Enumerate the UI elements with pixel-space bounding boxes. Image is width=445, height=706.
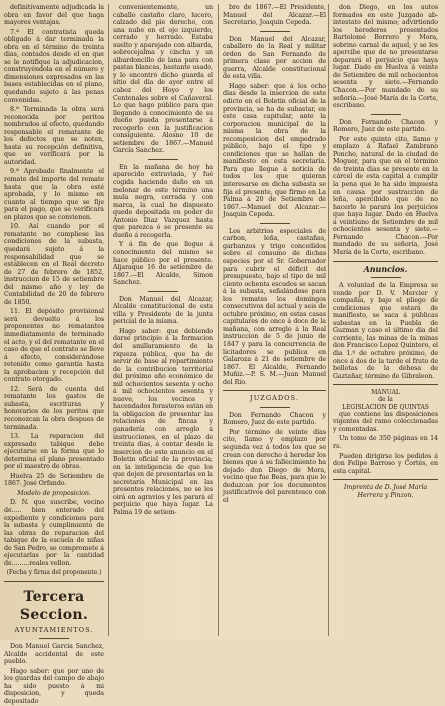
section-divider — [4, 581, 104, 582]
section-title: Tercera Seccion. — [19, 588, 89, 623]
short-divider — [371, 277, 401, 278]
small-caption: (Fecha y firma del proponente.) — [6, 569, 102, 577]
column-3 — [223, 4, 326, 636]
short-divider — [148, 159, 178, 160]
section-subtitle: JUZGADOS. — [250, 394, 299, 403]
paragraph: Por término de veinte dias cito, llamo y emplazo por segunda vez á todos los que se crean con derecho á heredar los bienes que á su fallecimiento ha dejado don Diego de Mora, vecino que fue Beas, para que lo deduzcan por los documentos justificativos del parentesco con el — [223, 428, 326, 504]
paragraph: 13. La reparacion del expresado tabique debe ejecutarse en la forma que lo determina el plano presentado por el maestro de obras. — [4, 433, 104, 471]
paragraph: que contiene las disposiciones vigentes del ramo coleccionadas y comentadas. — [333, 410, 438, 433]
paragraph: Por este quinto cito, llamo y emplazo á Rafael Zambrano Poncho, natural de la ciudad de Moguer, para que en el término de treinta dias se presente en la cárcel de esta capital á cumplir la pena que le ha sido impuesta en causa por sustraccion de leña, apercibido que de no hacerlo le parará los perjuicios que haya lugar. Dado en Huelva á veintiuno de Setiembre de mil ochocientos sesenta y siete.—Fernando Chacon.—Por mandado de su señoría, José María de la Corte, escribano. — [333, 135, 438, 256]
paragraph: D. N. que suscribe, vecino de..... bien enterado del expediente y condiciones para la subasta y cumplimiento de las obras de reparacion del tabique de la escuela de niñas de San Pedro, se compromete á ejecutarlas por la cantidad de.........reales vellon. — [4, 499, 104, 567]
section-divider — [333, 384, 438, 385]
paragraph: Don Manuel Garcia Sanchez, Alcalde accidental de este pueblo. — [4, 643, 104, 666]
paragraph: Huelva 25 de Setiembre de 1867. José Orfando. — [4, 472, 104, 488]
paragraph: 7.ª El contratista queda obligado á dar terminada la obra en el término de treinta dias, contados desde el en que se le notifique la adjudicacion, construyéndola en el número y dimensiones expresados en las bases establecidas en el plano, quedando sujeto á las penas convenidas. — [4, 28, 104, 104]
paragraph: 10. Así cuando por el rematante no cumpliese las condiciones de la subasta, quedará sujeto á la responsabilidad que se establecen en el Real decreto de 27 de febrero de 1852, instruccion de 15 de setiembre del mismo año y ley de Contabilidad de 20 de febrero de 1850. — [4, 223, 104, 306]
announcements-heading: Anuncios. — [363, 263, 408, 274]
italic-caption: Modelo de proposicion. — [17, 489, 91, 497]
column-4 — [333, 4, 438, 636]
small-caption: MANUAL — [371, 389, 400, 397]
paragraph: Los arbitrios especiales de carbon, leña, castañas, garbanzos y trigo concedidos sobre el consumo de dichas especies por el Sr. Gobernador para cubrir el déficit del presupuesto, bajo el tipo de mil ciento ochenta escudos se sacan á la subasta, señalándose para los remates los domingos consecutivos del actual y seis de octubre próximo, en estas casas capitulares de once á doce de la mañana, con arreglo á la Real instruccion de 5 de junio de 1847 y para la concurrencia de licitadores se publica en Galaroza á 21 de setiembre de 1867. El Alcalde, Fernando Muñiz.—P. S. M.—Juan Manuel del Rio. — [223, 227, 326, 386]
paragraph: don Diego, en los autos formados en este Juzgado ab-intestato del mismo; advirtiendo los herederos presentados Bartolomé Borrero y Mora, sobrino carnal de aquel, y se les apercibe que de no presentarse deparará el perjuicio que haya lugar. Dado en Huelva á veinte de Setiembre de mil ochocientos sesenta y siete.—Fernando Chacon.—Por mandado de su señoría.—José María de la Corte, escribano. — [333, 4, 438, 110]
paragraph: En la mañana de hoy ha aparecido extraviada, y fué cogida haciendo daño en un melonar de este término una mula negra, cerrada y con marca, la cual he dispuesto quede depositada en poder de Antonio Diaz Vazquez hasta que parezca ó se presente su dueño á recogerla. — [113, 163, 213, 239]
paragraph: Hago saber: que por uno de los guardas del campo de abajo ha sido puesto á mi disposicion, y queda depositado — [4, 667, 104, 705]
paragraph: Don Manuel del Alcazar, Alcalde constitucional de esta villa y Presidente de la junta pericial de la misma. — [113, 295, 213, 326]
short-divider — [260, 407, 290, 408]
paragraph: Y á fin de que llegue á conocimiento del mismo se hace público por el presente. Aljaraque 16 de setiembre de 1867.—El Alcalde, Simon Sanchez. — [113, 241, 213, 287]
paragraph: bre de 1867.—El Presidente, Manuel del Alcazar.—El Secretario, Joaquin Cepeda. — [223, 4, 326, 27]
paragraph: Don Fernando Chacon y Romero, Juez de este partido. — [223, 411, 326, 427]
small-caption: de la — [378, 396, 393, 404]
short-divider — [148, 291, 178, 292]
paragraph: 9.ª Aprobado finalmente el remate del importe del remate hasta que la obra esté aprobada, y lo mismo en cuanto al tiempo que se fije para el pago, que se verificará en plazos que se convienen. — [4, 168, 104, 221]
column-1 — [4, 4, 104, 705]
column-rule — [328, 4, 329, 636]
paragraph: 11. El depósito provisional será devuelto á los proponentes no rematantes inmediatamente de terminado el acto, y el del rematante en el caso de que el contrato se lleve á efecto, considerándose retenido como garantía hasta la aprobacion y recepción del contrato otorgado. — [4, 308, 104, 384]
paragraph: Pueden dirigirse los pedidos á don Felipe Barroso y Cortés, en esta capital. — [333, 452, 438, 475]
paragraph: 12. Será de cuenta del rematante los gastos de subasta, escrituras y honorarios de los peritos que reconozcan la obra despues de terminada. — [4, 385, 104, 431]
column-2 — [113, 4, 213, 636]
section-divider — [333, 479, 438, 480]
paragraph: Don Manuel del Alcazar, caballero de la Real y militar órden de San Fernando de primera clase por accion de guerra, Alcalde constitucional de esta villa. — [223, 35, 326, 81]
section-divider — [223, 390, 326, 391]
paragraph: Un tomo de 350 páginas en 14 rs. — [333, 435, 438, 450]
section-subtitle: AYUNTAMIENTOS. — [14, 625, 94, 634]
paragraph: definitivamente adjudicada la obra en favor del que haga mayores ventajas. — [4, 4, 104, 27]
paragraph: convenientemente, un caballo castaño claro, lucero, calzado del pie derecho, con una nube en el ojo izquierdo, cerrado y herrado. Estaba suelto y aparejado con albarda, sobrecejalma y cincha y un albardoncillo de lana para con pastas blancas, bastante usado, y lo encontró dicho guarda el sitio del dia de ayer entre el caboz del Hoyo y los Centenales sobre el Cañaveral. Lo que hago público para que llegando á conocimiento de su dueño pueda presentarse á recogerlo con la justificacion consiguiente. Alosno 10 de setiembre de 1867.—Manuel García Sanchez. — [113, 4, 213, 155]
small-caption: LEGISLACION DE QUINTAS — [342, 403, 429, 411]
paragraph: Hago saber: que debiendo darse principio á la formacion del amillaramiento de la riqueza pública, que ha de servir de base al repartimiento de la contribucion territorial del próximo año económico de mil ochocientos sesenta y ocho á mil ochocientos sesenta y nueve, los vecinos y hacendados forasteros están en la obligacion de presentar las relaciones de fincas y ganadería con arreglo á instrucciones, en el plazo de treinta dias, á contar desde la insercion de este anuncio en el Boletin oficial de la provincia; en la inteligencia de que los que dejen de presentarlas en la secretaría Municipal en las presentes relaciones, no se les oirá en agravios y les parará el perjuicio que haya lugar. La Palma 19 de setiem- — [113, 327, 213, 516]
paragraph: A voluntad de la Empresa se vende por D. V. Mercier y compañía, y bajo el pliego de condiciones que estará de manifiesto, se saca á públicas subastas en la Puebla de Guzman y caso el último dia del corriente, las minas de la minas don Francisco Lopez Quintero, el dia 1.º de octubre próximo, de once á dos de la tarde el fruto de bellotas de la dehesa de Gaztañar, término de Gibraleon. — [333, 282, 438, 380]
section-divider — [333, 261, 438, 262]
italic-caption: Imprenta de D. José María Herrera y Pinzon. — [343, 484, 428, 499]
short-divider — [260, 31, 290, 32]
short-divider — [39, 638, 69, 639]
paragraph: 8.ª Terminada la obra será reconocida por peritos nombrados al efecto, quedando responsable el rematante de los defectos que se noten, hasta su recepción definitiva, que se verificará por la autoridad. — [4, 106, 104, 166]
column-rule — [108, 4, 109, 636]
column-rule — [218, 4, 219, 636]
paragraph: Hago saber: que á los ocho dias desde la insercion de este edicto en el Boletin oficial de la provincia, se ha de subastar, en este casa capitular, ante la corporacion municipal de la misma la obra de la recomposicion del empedrado público, bajo el tipo y condiciones que se hallan de manifiesto en esta secretaría. Para que llegue á noticia de todos los que quieran interesarse en dicha subasta se fija el presente, que firmo en La Palma á 20 de Setiembre de 1867.—Manuel del Alcazar.—Joaquin Cepeda. — [223, 82, 326, 219]
paragraph: Don Fernando Chacon y Romero, Juez de este partido. — [333, 118, 438, 134]
short-divider — [260, 223, 290, 224]
short-divider — [371, 114, 401, 115]
